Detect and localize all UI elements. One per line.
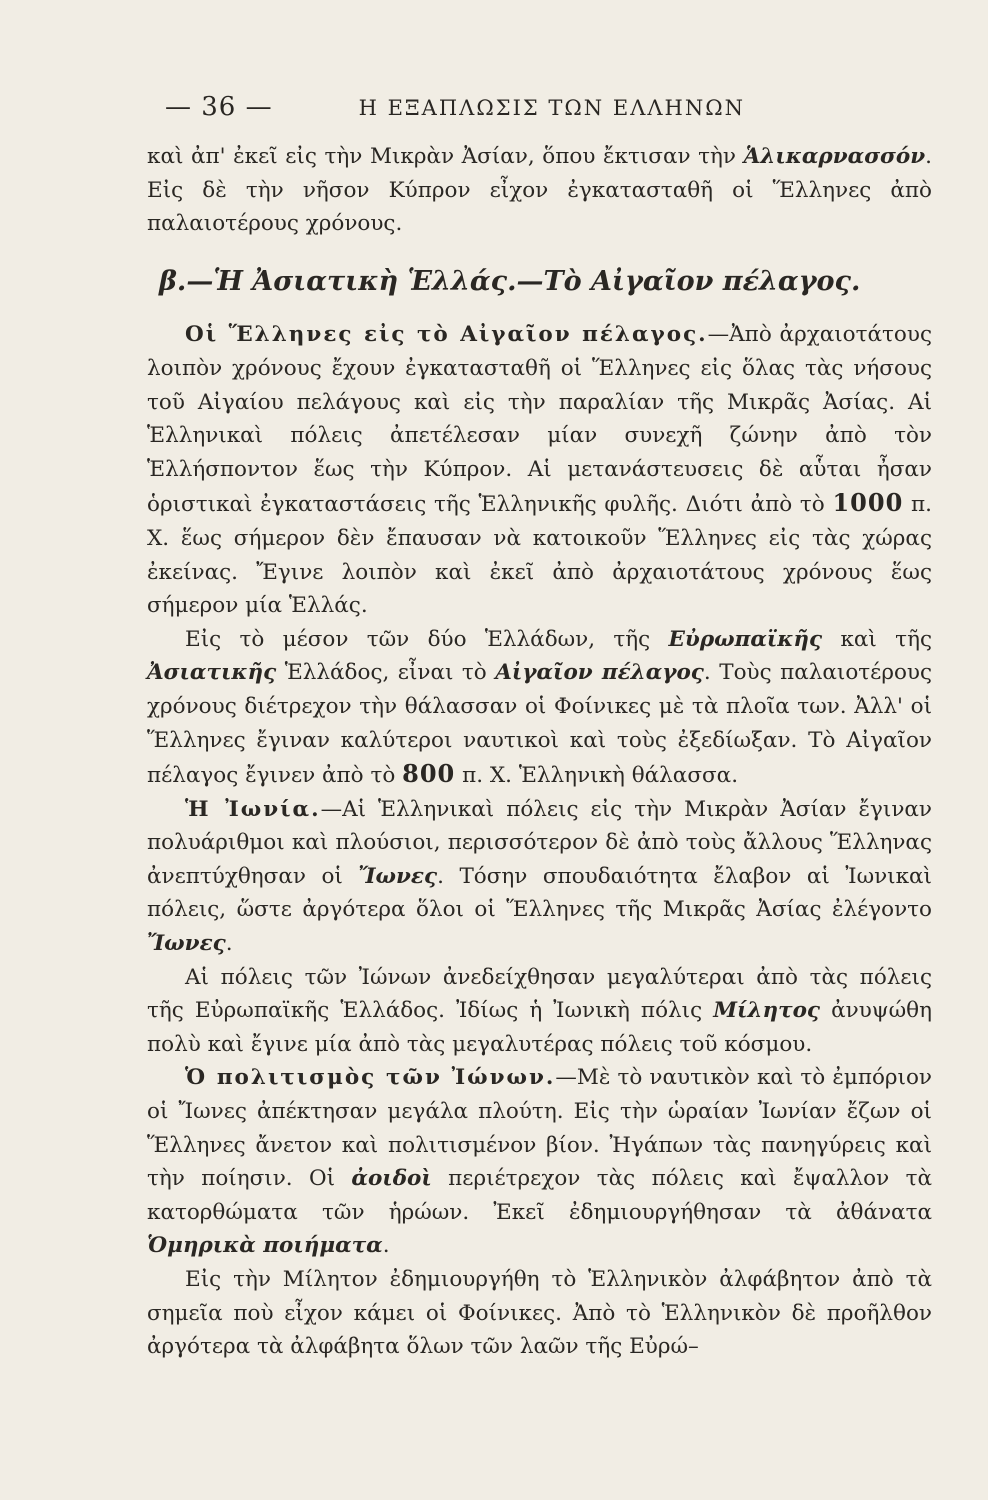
emphasis-homeric-poems: Ὁμηρικὰ ποιήματα (147, 1233, 383, 1259)
paragraph-lead: Ὁ πολιτισμὸς τῶν Ἰώνων. (185, 1065, 556, 1091)
text-run: ἀνυψώθη πολὺ καὶ ἔγινε μία ἀπὸ τὰς μεγαλυτέρας πόλεις τοῦ κόσμου. (147, 998, 932, 1057)
emphasis-miletus: Μίλητος (713, 998, 821, 1024)
text-run: . Τοὺς παλαιοτέρους χρόνους διέτρεχον τὴν θάλασσαν οἱ Φοίνικες μὲ τὰ πλοῖα των. Ἀλλ' οἱ Ἕλληνες ἔγιναν καλύτεροι ναυτικοὶ καὶ τοὺς ἐξεδίωξαν. Τὸ Αἰγαῖον πέλαγος ἔγινεν ἀπὸ τὸ (147, 660, 933, 789)
year-1000: 1000 (832, 488, 904, 518)
emphasis-ionians: Ἴωνες (147, 931, 226, 957)
text-run: —Αἱ Ἑλληνικαὶ πόλεις εἰς τὴν Μικρὰν Ἀσίαν ἔγιναν πολυάριθμοι καὶ πλούσιοι, περισσότερον δὲ ἀπὸ τοὺς ἄλλους Ἕλληνας ἀνεπτύχθησαν οἱ (147, 796, 932, 889)
paragraph-ionian-civilization (147, 1061, 932, 1263)
emphasis-bards: ἀοιδοὶ (351, 1166, 432, 1192)
text-run: —Μὲ τὸ ναυτικὸν καὶ τὸ ἐμπόριον οἱ Ἴωνες ἀπέκτησαν μεγάλα πλούτη. Εἰς τὴν ὡραίαν Ἰωνίαν ἔζων οἱ Ἕλληνες ἄνετον καὶ πολιτισμένον βίον. Ἠγάπων τὰς πανηγύρεις καὶ τὴν ποίησιν. Οἱ (147, 1065, 932, 1192)
text-run: Αἱ πόλεις τῶν Ἰώνων ἀνεδείχθησαν μεγαλύτεραι ἀπὸ τὰς πόλεις τῆς Εὐρωπαϊκῆς Ἑλλάδος. Ἰδίως ἡ Ἰωνικὴ πόλις (147, 964, 932, 1024)
paragraph-alphabet (147, 1263, 932, 1364)
page-number: — 36 — (165, 92, 273, 122)
text-run: καὶ τῆς (822, 626, 932, 652)
text-run: καὶ ἀπ' ἐκεῖ εἰς τὴν Μικρὰν Ἀσίαν, ὅπου ἔκτισαν τὴν (147, 144, 744, 169)
running-title: Η ΕΞΑΠΛΩΣΙΣ ΤΩΝ ΕΛΛΗΝΩΝ (358, 96, 745, 120)
paragraph-aegean-greeks (147, 318, 932, 622)
paragraph-continuation (147, 140, 932, 241)
text-run: Εἰς τὴν Μίλητον ἐδημιουργήθη τὸ Ἑλληνικὸν ἀλφάβητον ἀπὸ τὰ σημεῖα ποὺ εἶχον κάμει οἱ Φοίνικες. Ἀπὸ τὸ Ἑλληνικὸν δὲ προῆλθον ἀργότερα τὰ ἀλφάβητα ὅλων τῶν λαῶν τῆς Εὐρώ– (147, 1267, 932, 1360)
text-run: π. Χ. ἕως σήμερον δὲν ἔπαυσαν νὰ κατοικοῦν Ἕλληνες εἰς τὰς χώρας ἐκείνας. Ἔγινε λοιπὸν καὶ ἐκεῖ ἀπὸ ἀρχαιοτάτους χρόνους ἕως σήμερον μία Ἑλλάς. (147, 492, 932, 619)
emphasis-european: Εὐρωπαϊκῆς (668, 626, 823, 652)
text-run: περιέτρεχον τὰς πόλεις καὶ ἔψαλλον τὰ κατορθώματα τῶν ἡρώων. Ἐκεῖ ἐδημιουργήθησαν τὰ ἀθάνατα (147, 1166, 932, 1225)
text-run: —Ἀπὸ ἀρχαιοτάτους λοιπὸν χρόνους ἔχουν ἐγκατασταθῆ οἱ Ἕλληνες εἰς ὅλας τὰς νήσους τοῦ Αἰγαίου πελάγους καὶ εἰς τὴν παραλίαν τῆς Μικρᾶς Ἀσίας. Αἱ Ἑλληνικαὶ πόλεις ἀπετέλεσαν μίαν συνεχῆ ζώνην ἀπὸ τὸν Ἑλλήσποντον ἕως τὴν Κύπρον. Αἱ μετανάστευσεις δὲ αὗται ἦσαν ὁριστικαὶ ἐγκαταστάσεις τῆς Ἑλληνικῆς φυλῆς. Διότι ἀπὸ τὸ (147, 322, 932, 518)
paragraph-aegean-sea (147, 623, 932, 793)
emphasis-halicarnassus: Ἁλικαρνασσόν (743, 144, 926, 169)
year-800: 800 (402, 759, 456, 789)
paragraph-lead: Οἱ Ἕλληνες εἰς τὸ Αἰγαῖον πέλαγος. (185, 322, 708, 348)
emphasis-asiatic: Ἀσιατικῆς (147, 660, 277, 686)
text-run: π. Χ. Ἑλληνικὴ θάλασσα. (455, 763, 739, 789)
page-body (147, 140, 932, 1364)
paragraph-lead: Ἡ Ἰωνία. (185, 796, 321, 822)
emphasis-ionians: Ἴωνες (358, 863, 438, 889)
text-run: Εἰς τὸ μέσον τῶν δύο Ἑλλάδων, τῆς (185, 626, 669, 652)
text-run: Ἑλλάδος, εἶναι τὸ (276, 660, 496, 686)
text-run: . (382, 1233, 390, 1259)
paragraph-ionian-cities (147, 961, 932, 1062)
emphasis-aegean-sea: Αἰγαῖον πέλαγος (495, 660, 704, 686)
text-run: . (225, 931, 233, 957)
text-run: . Εἰς δὲ τὴν νῆσον Κύπρον εἶχον ἐγκατασταθῆ οἱ Ἕλληνες ἀπὸ παλαιοτέρους χρόνους. (147, 144, 932, 237)
section-heading: β.—Ἡ Ἀσιατικὴ Ἑλλάς.—Τὸ Αἰγαῖον πέλαγος. (159, 265, 861, 297)
paragraph-ionia (147, 793, 932, 961)
text-run: . Τόσην σπουδαιότητα ἔλαβον αἱ Ἰωνικαὶ πόλεις, ὥστε ἀργότερα ὅλοι οἱ Ἕλληνες τῆς Μικρᾶς Ἀσίας ἐλέγοντο (147, 863, 932, 923)
page-header (165, 92, 745, 122)
